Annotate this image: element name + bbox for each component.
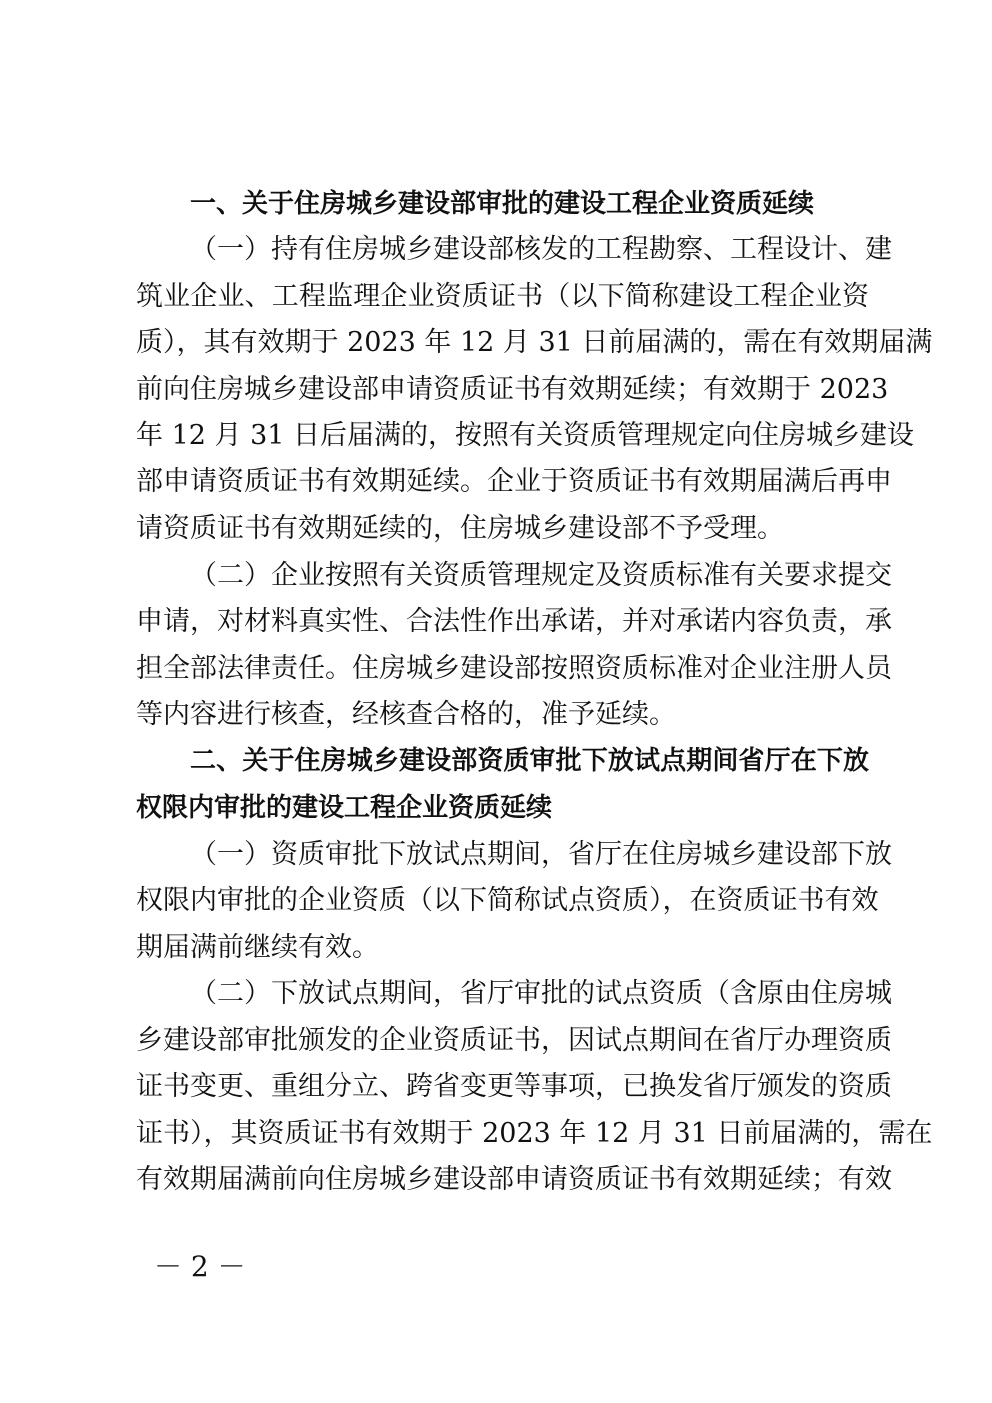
paragraph-line: 权限内审批的企业资质（以下简称试点资质），在资质证书有效: [136, 885, 879, 916]
paragraph-line: （一）资质审批下放试点期间，省厅在住房城乡建设部下放: [190, 839, 892, 870]
paragraph-line: 质），其有效期于 2023 年 12 月 31 日前届满的，需在有效期届满: [136, 327, 933, 358]
section-two-heading-line-1: 二、关于住房城乡建设部资质审批下放试点期间省厅在下放: [190, 746, 869, 776]
paragraph-line: 前向住房城乡建设部申请资质证书有效期延续；有效期于 2023: [136, 374, 889, 405]
paragraph-line: 申请，对材料真实性、合法性作出承诺，并对承诺内容负责，承: [136, 606, 892, 637]
page-number: － 2 －: [154, 1250, 246, 1283]
paragraph-line: 证书），其资质证书有效期于 2023 年 12 月 31 日前届满的，需在: [136, 1118, 933, 1149]
section-one-heading: 一、关于住房城乡建设部审批的建设工程企业资质延续: [190, 189, 815, 219]
section-two-heading-line-2: 权限内审批的建设工程企业资质延续: [136, 793, 553, 823]
paragraph-line: 请资质证书有效期延续的，住房城乡建设部不予受理。: [136, 513, 784, 544]
paragraph-line: 筑业企业、工程监理企业资质证书（以下简称建设工程企业资: [136, 281, 869, 312]
paragraph-line: 乡建设部审批颁发的企业资质证书，因试点期间在省厅办理资质: [136, 1025, 892, 1056]
paragraph-line: 有效期届满前向住房城乡建设部申请资质证书有效期延续；有效: [136, 1164, 892, 1195]
paragraph-line: 年 12 月 31 日后届满的，按照有关资质管理规定向住房城乡建设: [136, 420, 915, 451]
paragraph-line: （二）下放试点期间，省厅审批的试点资质（含原由住房城: [190, 978, 892, 1009]
paragraph-line: 期届满前继续有效。: [136, 932, 379, 963]
paragraph-line: 担全部法律责任。住房城乡建设部按照资质标准对企业注册人员: [136, 653, 892, 684]
paragraph-line: 部申请资质证书有效期延续。企业于资质证书有效期届满后再申: [136, 466, 892, 497]
paragraph-line: （一）持有住房城乡建设部核发的工程勘察、工程设计、建: [190, 234, 892, 265]
paragraph-line: 等内容进行核查，经核查合格的，准予延续。: [136, 699, 676, 730]
paragraph-line: （二）企业按照有关资质管理规定及资质标准有关要求提交: [190, 560, 892, 591]
paragraph-line: 证书变更、重组分立、跨省变更等事项，已换发省厅颁发的资质: [136, 1071, 892, 1102]
